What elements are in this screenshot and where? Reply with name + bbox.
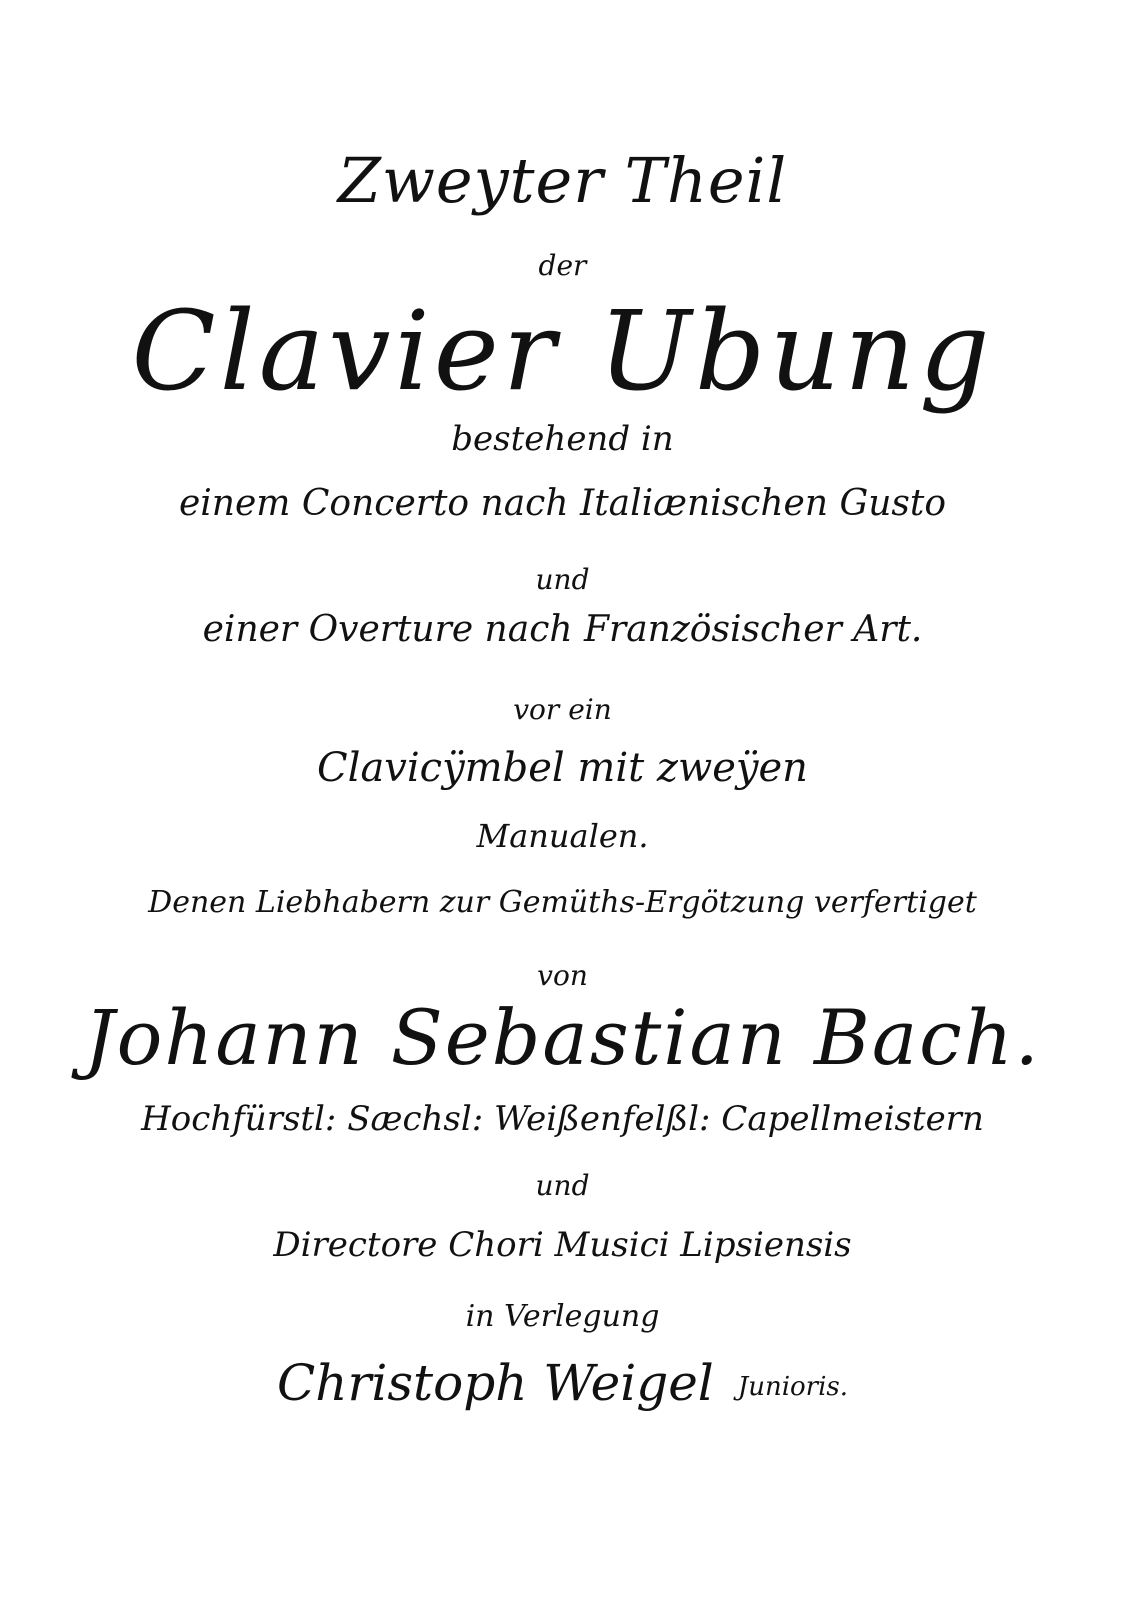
text-clavicymbel: Clavicÿmbel mit zweÿen [317, 745, 808, 791]
heading-zweyter-theil: Zweyter Theil [337, 144, 788, 217]
publisher-suffix: Junioris. [737, 1372, 849, 1402]
main-title: Clavier Ubung [131, 287, 994, 415]
text-der: der [538, 249, 587, 282]
publisher-name: Christoph Weigel [276, 1354, 714, 1412]
text-dedication: Denen Liebhabern zur Gemüths-Ergötzung verfertiget [148, 885, 977, 920]
text-bestehend: bestehend in [451, 419, 674, 459]
text-und-1: und [535, 563, 590, 596]
text-und-2: und [535, 1169, 590, 1202]
publisher-line [0, 1354, 1125, 1412]
text-manualen: Manualen. [476, 817, 649, 855]
text-concerto-line: einem Concerto nach Italiænischen Gusto [178, 483, 947, 524]
composer-name: Johann Sebastian Bach. [84, 993, 1041, 1082]
text-vor-ein: vor ein [513, 693, 612, 726]
text-overture-line: einer Overture nach Französischer Art. [202, 609, 923, 650]
text-von: von [537, 959, 588, 992]
text-composer-position: Hochfürstl: Sæchsl: Weißenfelßl: Capellmeistern [141, 1099, 984, 1139]
text-director: Directore Chori Musici Lipsiensis [273, 1225, 852, 1265]
text-in-verlegung: in Verlegung [465, 1299, 660, 1334]
